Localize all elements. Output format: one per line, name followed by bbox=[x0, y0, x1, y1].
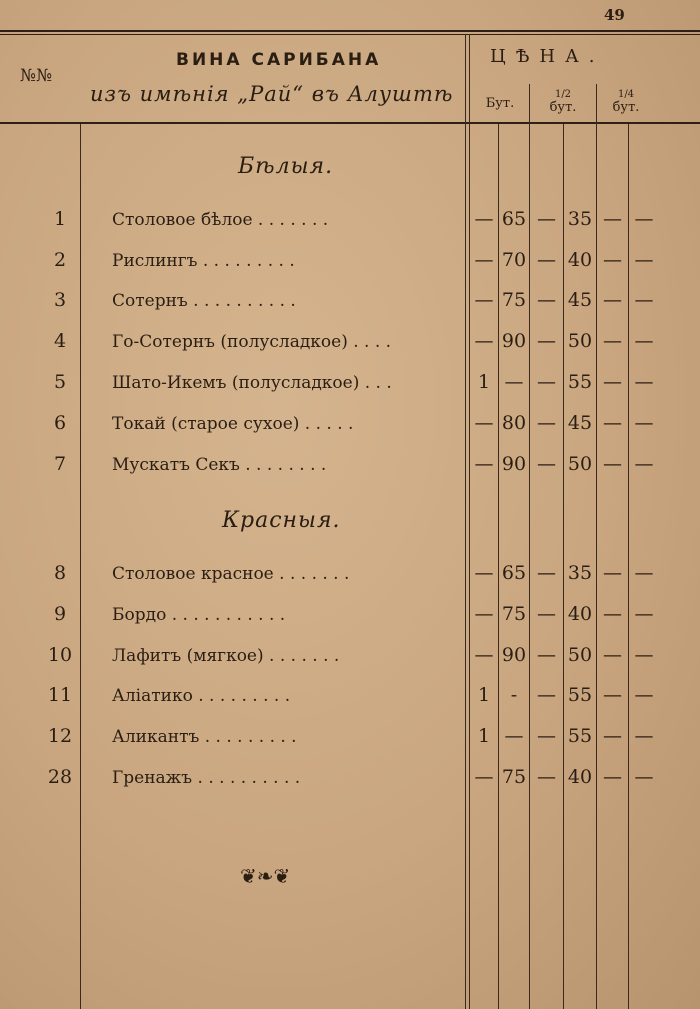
ornament: ❦❧❦ bbox=[240, 864, 291, 888]
page-number: 49 bbox=[604, 6, 625, 24]
price-column-divider-2 bbox=[469, 34, 470, 1009]
section-title-red: Красныя. bbox=[222, 508, 341, 533]
price-cell-c4: 35 bbox=[567, 562, 593, 584]
price-cell-c4: 55 bbox=[567, 725, 593, 747]
price-cell-c1: — bbox=[474, 208, 494, 230]
price-cell-c1: — bbox=[474, 249, 494, 271]
price-cell-c5: — bbox=[603, 766, 622, 788]
price-cell-c5: — bbox=[603, 208, 622, 230]
price-cell-c1: — bbox=[474, 289, 494, 311]
price-cell-c2: 90 bbox=[501, 644, 527, 666]
price-cell-c5: — bbox=[603, 453, 622, 475]
row-number: 1 bbox=[53, 208, 67, 230]
price-cell-c1: — bbox=[474, 644, 494, 666]
price-cell-c3: — bbox=[537, 289, 556, 311]
row-number: 11 bbox=[47, 684, 73, 706]
price-cell-c6: — bbox=[634, 330, 654, 352]
price-cell-c3: — bbox=[537, 453, 556, 475]
row-number: 3 bbox=[53, 289, 67, 311]
wine-name: Гренажъ . . . . . . . . . . bbox=[112, 768, 301, 788]
price-cell-c6: — bbox=[634, 453, 654, 475]
wine-name: Лафитъ (мягкое) . . . . . . . bbox=[112, 646, 340, 666]
price-cell-c5: — bbox=[603, 289, 622, 311]
row-number: 4 bbox=[53, 330, 67, 352]
price-cell-c1: — bbox=[474, 562, 494, 584]
wine-name: Аликантъ . . . . . . . . . bbox=[112, 727, 297, 747]
price-cell-c3: — bbox=[537, 412, 556, 434]
price-cell-c6: — bbox=[634, 289, 654, 311]
quarter-bottle-label: бут. bbox=[612, 100, 640, 115]
price-cell-c5: — bbox=[603, 249, 622, 271]
half-bottle-header bbox=[532, 88, 594, 114]
price-cell-c5: — bbox=[603, 603, 622, 625]
price-cell-c2: 75 bbox=[501, 289, 527, 311]
price-cell-c3: — bbox=[537, 725, 556, 747]
wine-name: Токай (старое сухое) . . . . . bbox=[112, 414, 354, 434]
price-cell-c4: 55 bbox=[567, 371, 593, 393]
price-cell-c2: - bbox=[510, 684, 518, 706]
price-cell-c6: — bbox=[634, 412, 654, 434]
price-cell-c5: — bbox=[603, 644, 622, 666]
price-cell-c3: — bbox=[537, 603, 556, 625]
price-cell-c4: 40 bbox=[567, 766, 593, 788]
row-number: 28 bbox=[47, 766, 73, 788]
price-cell-c2: — bbox=[504, 371, 524, 393]
price-cell-c2: 80 bbox=[501, 412, 527, 434]
top-rule bbox=[0, 30, 700, 32]
price-cell-c2: 90 bbox=[501, 453, 527, 475]
row-number: 7 bbox=[53, 453, 67, 475]
price-cell-c4: 50 bbox=[567, 644, 593, 666]
title-estate: изъ имѣнія „Рай“ въ Алуштѣ bbox=[90, 82, 454, 106]
section-title-white: Бѣлыя. bbox=[238, 154, 334, 179]
price-cell-c1: 1 bbox=[477, 684, 491, 706]
wine-name: Столовое красное . . . . . . . bbox=[112, 564, 350, 584]
wine-name: Шато-Икемъ (полусладкое) . . . bbox=[112, 373, 392, 393]
price-cell-c4: 45 bbox=[567, 412, 593, 434]
price-cell-c1: — bbox=[474, 330, 494, 352]
price-cell-c4: 40 bbox=[567, 603, 593, 625]
numbers-header: №№ bbox=[20, 66, 53, 86]
price-cell-c5: — bbox=[603, 330, 622, 352]
price-cell-c1: 1 bbox=[477, 725, 491, 747]
quarter-bottle-header bbox=[598, 88, 654, 114]
price-cell-c5: — bbox=[603, 684, 622, 706]
quarter-fraction: 1/4 bbox=[617, 89, 635, 100]
price-cell-c1: 1 bbox=[477, 371, 491, 393]
price-cell-c1: — bbox=[474, 766, 494, 788]
price-cell-c5: — bbox=[603, 412, 622, 434]
price-cell-c4: 55 bbox=[567, 684, 593, 706]
wine-name: Го-Сотернъ (полусладкое) . . . . bbox=[112, 332, 392, 352]
half-fraction: 1/2 bbox=[554, 89, 572, 100]
row-number: 2 bbox=[53, 249, 67, 271]
row-number: 6 bbox=[53, 412, 67, 434]
price-cell-c6: — bbox=[634, 208, 654, 230]
wine-name: Аліатико . . . . . . . . . bbox=[112, 686, 291, 706]
price-cell-c4: 50 bbox=[567, 453, 593, 475]
price-cell-c1: — bbox=[474, 603, 494, 625]
price-cell-c5: — bbox=[603, 562, 622, 584]
price-cell-c1: — bbox=[474, 453, 494, 475]
price-cell-c2: 70 bbox=[501, 249, 527, 271]
price-cell-c2: 75 bbox=[501, 766, 527, 788]
price-cell-c2: 65 bbox=[501, 562, 527, 584]
price-cell-c6: — bbox=[634, 562, 654, 584]
price-cell-c4: 35 bbox=[567, 208, 593, 230]
wine-name: Столовое бѣлое . . . . . . . bbox=[112, 210, 329, 230]
price-cell-c4: 45 bbox=[567, 289, 593, 311]
price-cell-c6: — bbox=[634, 249, 654, 271]
header-rule bbox=[0, 122, 700, 124]
price-cell-c5: — bbox=[603, 371, 622, 393]
half-bottle-label: бут. bbox=[549, 100, 577, 115]
price-cell-c4: 50 bbox=[567, 330, 593, 352]
row-number: 8 bbox=[53, 562, 67, 584]
price-cell-c1: — bbox=[474, 412, 494, 434]
price-column-divider bbox=[465, 34, 466, 1009]
price-cell-c2: — bbox=[504, 725, 524, 747]
price-cell-c6: — bbox=[634, 684, 654, 706]
price-cell-c6: — bbox=[634, 725, 654, 747]
row-number: 9 bbox=[53, 603, 67, 625]
title-wines: ВИНА САРИБАНА bbox=[176, 50, 382, 70]
row-number: 10 bbox=[47, 644, 73, 666]
wine-name: Бордо . . . . . . . . . . . bbox=[112, 605, 286, 625]
price-cell-c3: — bbox=[537, 249, 556, 271]
price-cell-c6: — bbox=[634, 644, 654, 666]
row-number: 12 bbox=[47, 725, 73, 747]
wine-name: Рислингъ . . . . . . . . . bbox=[112, 251, 295, 271]
wine-name: Мускатъ Секъ . . . . . . . . bbox=[112, 455, 327, 475]
price-cell-c3: — bbox=[537, 562, 556, 584]
price-cell-c3: — bbox=[537, 330, 556, 352]
price-cell-c2: 75 bbox=[501, 603, 527, 625]
top-rule-thin bbox=[0, 34, 700, 35]
price-cell-c3: — bbox=[537, 371, 556, 393]
price-cell-c6: — bbox=[634, 766, 654, 788]
price-cell-c3: — bbox=[537, 684, 556, 706]
price-cell-c3: — bbox=[537, 644, 556, 666]
price-cell-c3: — bbox=[537, 208, 556, 230]
price-cell-c3: — bbox=[537, 766, 556, 788]
bottle-header: Бут. bbox=[485, 96, 515, 111]
price-cell-c4: 40 bbox=[567, 249, 593, 271]
price-header: ЦѢНА. bbox=[490, 46, 605, 67]
wine-name: Сотернъ . . . . . . . . . . bbox=[112, 291, 296, 311]
price-cell-c2: 90 bbox=[501, 330, 527, 352]
price-cell-c2: 65 bbox=[501, 208, 527, 230]
row-number: 5 bbox=[53, 371, 67, 393]
price-cell-c5: — bbox=[603, 725, 622, 747]
price-cell-c6: — bbox=[634, 371, 654, 393]
price-cell-c6: — bbox=[634, 603, 654, 625]
